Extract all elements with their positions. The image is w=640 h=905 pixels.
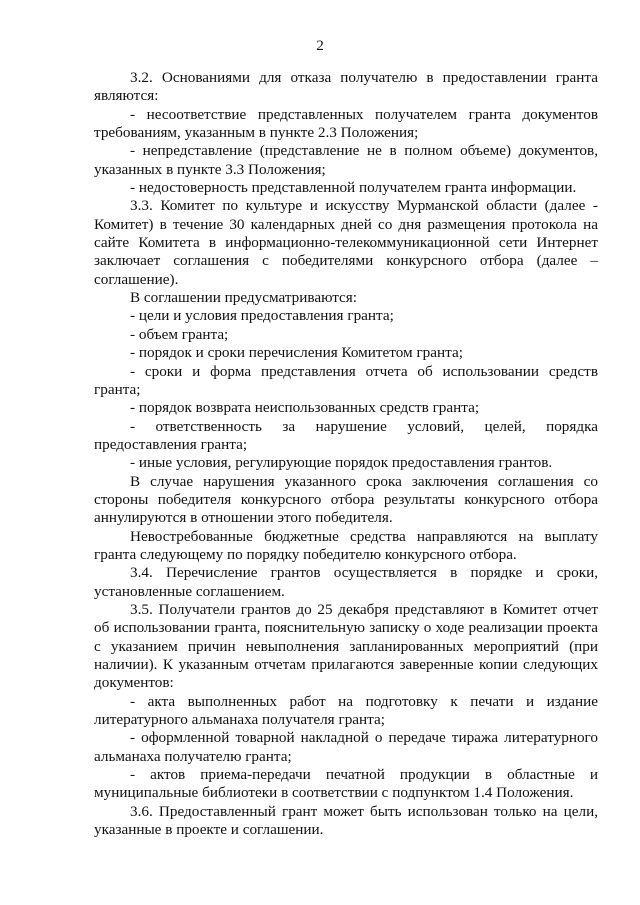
document-body: [94, 69, 598, 839]
text-line: - оформленной товарной накладной о передаче тиража литературного: [130, 729, 598, 747]
text-line: Невостребованные бюджетные средства направляются на выплату: [130, 527, 598, 545]
text-line: 3.6. Предоставленный грант может быть использован только на цели,: [130, 802, 598, 820]
text-line: 3.3. Комитет по культуре и искусству Мурманской области (далее -: [130, 197, 598, 215]
text-line: наличии). К указанным отчетам прилагаются заверенные копии следующих: [94, 656, 598, 673]
text-line: соглашение).: [94, 270, 179, 288]
text-line: указанные в проекте и соглашении.: [94, 821, 324, 839]
text-line: заключает соглашения с победителями конкурсного отбора (далее –: [94, 252, 598, 270]
text-line: гранта;: [94, 380, 141, 398]
text-line: установленные соглашением.: [94, 582, 285, 600]
text-line: - несоответствие представленных получателем гранта документов: [130, 105, 598, 123]
text-line: являются:: [94, 87, 159, 105]
text-line: - непредставление (представление не в полном объеме) документов,: [130, 142, 598, 160]
text-line: - ответственность за нарушение условий, целей, порядка: [130, 417, 598, 435]
text-line: В случае нарушения указанного срока заключения соглашения со: [130, 472, 598, 490]
text-line: - актов приема-передачи печатной продукции в областные и: [130, 766, 598, 784]
text-line: - порядок возврата неиспользованных средств гранта;: [130, 399, 480, 417]
text-line: 3.2. Основаниями для отказа получателю в предоставлении гранта: [130, 69, 598, 86]
text-line: сайте Комитета в информационно-телекоммуникационной сети Интернет: [94, 234, 598, 252]
text-line: Комитет) в течение 30 календарных дней со дня размещения протокола на: [94, 215, 598, 233]
text-line: - цели и условия предоставления гранта;: [130, 307, 394, 325]
text-line: - иные условия, регулирующие порядок предоставления грантов.: [130, 454, 553, 472]
text-line: предоставления гранта;: [94, 435, 248, 453]
text-line: - сроки и форма представления отчета об использовании средств: [130, 362, 598, 380]
page-number: 2: [316, 37, 324, 54]
text-line: В соглашении предусматриваются:: [130, 289, 358, 307]
text-line: указанных в пункте 3.3 Положения;: [94, 160, 326, 178]
text-line: документов:: [94, 674, 174, 692]
text-line: гранта следующему по порядку победителю конкурсного отбора.: [94, 545, 517, 563]
text-line: альманаха получателю гранта;: [94, 747, 292, 765]
text-line: литературного альманаха получателя гранта;: [94, 711, 385, 729]
text-line: - порядок и сроки перечисления Комитетом гранта;: [130, 344, 463, 362]
text-line: с указанием причин невыполнения запланированных мероприятий (при: [94, 637, 598, 655]
text-line: - объем гранта;: [130, 325, 229, 343]
text-line: - недостоверность представленной получателем гранта информации.: [130, 179, 577, 197]
text-line: требованиям, указанным в пункте 2.3 Положения;: [94, 124, 419, 142]
text-line: муниципальные библиотеки в соответствии с подпунктом 1.4 Положения.: [94, 784, 574, 802]
text-line: - акта выполненных работ на подготовку к печати и издание: [130, 692, 598, 710]
text-line: 3.4. Перечисление грантов осуществляется в порядке и сроки,: [130, 564, 598, 582]
text-line: об использовании гранта, пояснительную записку о ходе реализации проекта: [94, 619, 598, 637]
text-line: стороны победителя конкурсного отбора результаты конкурсного отбора: [94, 490, 598, 508]
text-line: аннулируются в отношении этого победителя.: [94, 509, 393, 527]
text-line: 3.5. Получатели грантов до 25 декабря представляют в Комитет отчет: [130, 600, 598, 618]
